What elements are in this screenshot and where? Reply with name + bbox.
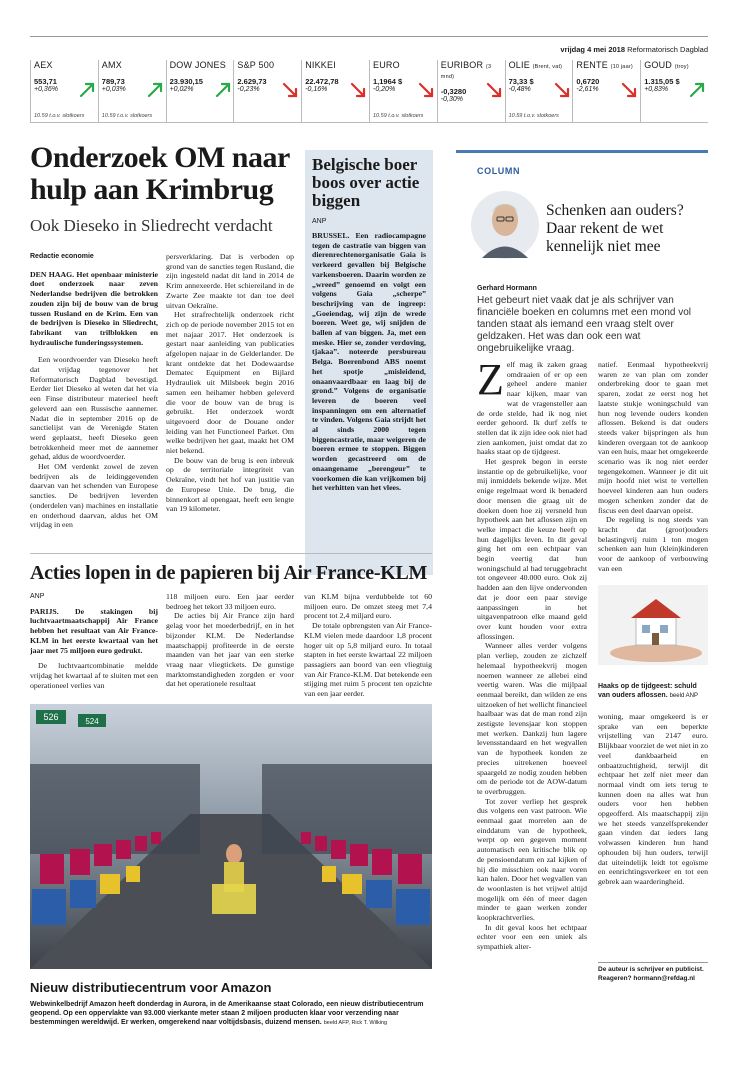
ticker-value: 553,71: [34, 77, 57, 86]
ticker-item[interactable]: [166, 60, 232, 122]
ticker-value: 1,1964 $: [373, 77, 403, 86]
article2-paragraph: De acties bij Air France zijn hard gelag voor het moederbedrijf, en in het bijzonder KLM. De Nederlandse maatschappij profiteerde in de eerste maanden van het jaar van een sterke vraag naar vliegtickets. De gunstige marktomstandigheden zorgden er voor dat het operationele resultaat: [166, 611, 294, 689]
article1-col2: [166, 252, 294, 514]
sidebar-box: [305, 150, 433, 575]
arrow-up-icon: [689, 82, 705, 98]
aisle-sign: 526: [43, 712, 59, 722]
ticker-rule: [30, 122, 708, 123]
ticker-item[interactable]: [30, 60, 96, 122]
article1-subtitle: Ook Dieseko in Sliedrecht verdacht: [30, 216, 273, 235]
ticker-name: AEX: [34, 60, 53, 70]
photo-caption-text: Webwinkelbedrijf Amazon heeft donderdag in Aurora, in de Amerikaanse staat Colorado, een nieuw distributiecentrum geopend. Op een oppervlakte van 93.000 vierkante meter staan 2 miljoen producten klaar voor verzending naar bestemmingen wereldwijd. Er werken, omgerekend naar voltijdsbasis, duizend mensen.: [30, 1001, 424, 1026]
ticker-footnote: 10.59 t.o.v. slotkoers: [373, 113, 424, 119]
ticker-name: RENTE (10 jaar): [576, 60, 633, 70]
arrow-down-icon: [282, 82, 298, 98]
ticker-name: S&P 500: [237, 60, 275, 70]
column-paragraph: Tot zover verliep het gesprek dus volgens een vast patroon. Wie eenmaal gaat morrelen aan de einddatum van de hypotheek, werpt op een gegeven moment automatisch een kritische blik op de pensioendatum en zal kijken of hij die misschien ook naar voren kan halen. Door het wegvallen van de woonlasten is het vrijwel altijd mogelijk om één of meer dagen minder te gaan werken zonder koopkrachtverlies.: [477, 796, 587, 923]
ticker-value: 789,73: [101, 77, 125, 86]
ticker-item[interactable]: [572, 60, 638, 122]
article1-col1: [30, 252, 158, 530]
photo-headline[interactable]: Nieuw distributiecentrum voor Amazon: [30, 980, 272, 995]
market-ticker: [30, 60, 708, 122]
column-dropcap: Z: [477, 355, 504, 404]
ticker-name: DOW JONES: [169, 60, 226, 70]
column-footnote: De auteur is schrijver en publicist. Reageren? hormann@refdag.nl: [598, 962, 708, 983]
issue-date: vrijdag 4 mei 2018: [560, 45, 626, 54]
article1-paragraph: Een woordvoerder van Dieseko heeft dat vrijdag tegenover het Reformatorisch Dagblad bevestigd. Eerder liet Dieseko al weten dat het via een Finse distributeur materieel heeft geleverd aan een Russische aannemer. Nadat die in september 2016 op de sanctielijst van de Verenigde Staten werd geplaatst, heeft Dieseko geen betrokkenheid meer met de aannemer gehad, aldus de woordvoerder.: [30, 355, 158, 462]
arrow-up-icon: [215, 82, 231, 98]
article2-paragraph: De totale opbrengsten van Air France-KLM vielen mede daardoor 1,8 procent hoger uit op 5,8 miljard euro. In totaal stapten in het eerste kwartaal 22 miljoen passagiers aan boord van een vliegtuig van Air France-KLM. Dat betekende een stijging met ruim 5 procent ten opzichte van een jaar eerder.: [304, 621, 432, 699]
ticker-item[interactable]: [301, 60, 367, 122]
house-in-hands-photo: [598, 585, 708, 665]
ticker-value: 23.930,15: [169, 77, 203, 86]
ticker-item[interactable]: [233, 60, 299, 122]
ticker-name: EURIBOR (3 mnd): [440, 60, 492, 80]
column-intro: Het gebeurt niet vaak dat je als schrijver van financiële boeken en columns met een mond vol tanden staat als iemand een vraag stelt over geldzaken. Het was dan ook een wat ongebruikelijke vraag.: [477, 295, 692, 354]
column-paragraph: elf mag ik zaken graag omdraaien of er op een geheel andere manier naar kijken, maar van wat de vragensteller aan de orde stelde, had ik nog niet eerder gehoord. Ik durf zelfs te stellen dat ik zijn idee ook niet had zien aankomen, juist omdat dat zo haaks staat op de tijdgeest.: [477, 360, 587, 457]
ticker-item[interactable]: [98, 60, 164, 122]
article1-headline[interactable]: Onderzoek OM naar hulp aan Krimbrug: [30, 141, 290, 206]
column-author: Gerhard Hormann: [477, 285, 537, 292]
column-paragraph: woning, maar omgekeerd is er sprake van een beperkte vrijstelling van 2147 euro. Blijkbaar voorziet de wet niet in zo veel dankbaarheid en onbaatzuchtigheid, terwijl dit echtpaar het zelf niet meer dan normaal vindt om iets terug te kunnen doen na alles wat hun ouders voor hen hebben opgeofferd. Als maatschappij zijn we het steeds vanzelfsprekender gaan vinden dat ieders lang volwassen kinderen hun hand ophouden bij hun ouders, terwijl dat uiteindelijk leidt tot egoïsme en eenrichtingsverkeer en tot een gebrek aan waarderingheid.: [598, 712, 708, 886]
column-headline[interactable]: Schenken aan ouders? Daar rekent de wet kennelijk niet mee: [546, 202, 684, 255]
ticker-item[interactable]: [369, 60, 435, 122]
article2-paragraph: van KLM bijna verdubbelde tot 60 miljoen euro. De omzet steeg met 7,4 procent tot 2,4 miljard euro.: [304, 592, 432, 621]
ticker-name: OLIE (Brent, vat): [508, 60, 563, 70]
paper-name: Reformatorisch Dagblad: [627, 45, 708, 54]
article2-lead: PARIJS. De stakingen bij luchtvaartmaatschappij Air France hebben het resultaat van Air France-KLM in het eerste kwartaal van het jaar met 75 miljoen euro gedrukt.: [30, 606, 158, 655]
arrow-up-icon: [79, 82, 95, 98]
ticker-name: AMX: [101, 60, 122, 70]
ticker-name: GOUD (troy): [644, 60, 689, 70]
photo-credit: beeld AFP, Rick T. Wilking: [323, 1020, 388, 1026]
dateline: [440, 45, 708, 54]
column-col1: [477, 355, 587, 952]
column-paragraph: Wanneer alles verder volgens plan verliep, zouden ze zichzelf helemaal hypotheekvrij mogen noemen wanneer ze allebei eind veertig waren. Was die mijlpaal eenmaal bereikt, dan wilden ze ens uitzoeken of het wellicht financieel haalbaar was dat de man rond zijn zestigste levensjaar kon stoppen met werken. Dankzij hun lagere levensstandaard en het wegvallen van de hypotheek konden ze precies uitrekenen hoeveel spaargeld ze nodig zouden hebben om de periode tot de AOW-datum te overbruggen.: [477, 641, 587, 796]
house-photo-credit: beeld ANP: [669, 693, 698, 699]
ticker-value: -0,3280: [440, 87, 467, 96]
top-rule: [30, 36, 708, 37]
ticker-change: -0,20%: [373, 86, 396, 93]
ticker-change: -0,16%: [305, 86, 328, 93]
column-paragraph: Het gesprek begon in eerste instantie op de gebruikelijke, voor mij inmiddels bekende wijze. Met enige regelmaat word ik benaderd door mensen die graag uit de doeken doen hoe zij versneld hun hypotheek aan het aflossen zijn en welke impact die keuze heeft op hun dagelijks leven. In dit geval ging het om een echtpaar van begin veertig dat hun woningschuld al had teruggebracht tot ongeveer 40.000 euro. Ook zij hadden aan den lijve ondervonden dat je door een paar stevige aanpassingen in het uitgavenpatroon elke maand geld over kunt houden voor extra aflossingen.: [477, 457, 587, 641]
column-label: COLUMN: [477, 166, 521, 176]
article1-paragraph: persverklaring. Dat is verboden op grond van de sancties tegen Rusland, die zijn ingesteld nadat dit land in 2014 de Krim annexeerde. Het schiereiland in de Zwarte Zee maakte tot dan toe deel uitvan Oekraïne.: [166, 252, 294, 310]
arrow-down-icon: [418, 82, 434, 98]
arrow-up-icon: [147, 82, 163, 98]
ticker-value: 22.472,78: [305, 77, 339, 86]
ticker-footnote: 10.59 t.o.v. slotkoers: [34, 113, 85, 119]
ticker-item[interactable]: [505, 60, 571, 122]
arrow-down-icon: [621, 82, 637, 98]
aisle-sign: 524: [85, 717, 99, 726]
article2-col2: [166, 592, 294, 689]
ticker-item[interactable]: [437, 60, 503, 122]
ticker-name: NIKKEI: [305, 60, 336, 70]
column-col2-continued: [598, 712, 708, 887]
sidebar-source: ANP: [312, 218, 327, 225]
ticker-change: -0,48%: [508, 86, 531, 93]
ticker-value: 0,6720: [576, 77, 600, 86]
ticker-change: +0,02%: [169, 86, 194, 93]
ticker-change: -0,23%: [237, 86, 260, 93]
article1-paragraph: Het OM verdenkt zowel de zeven bedrijven als de leidinggevenden daarvan van het schenden van Europese sancties. De bedrijven leverden (onderdelen van) machines en installatie en onderhoud daarvan, aldus het OM vrijdag in een: [30, 462, 158, 530]
column-paragraph: In dit geval koos het echtpaar echter voor een een uniek als sympathiek alter-: [477, 922, 587, 952]
column-col2: [598, 360, 708, 573]
ticker-change: +0,83%: [644, 86, 669, 93]
ticker-value: 73,33 $: [508, 77, 534, 86]
ticker-footnote: 10.59 t.o.v. slotkoers: [508, 113, 559, 119]
article2-paragraph: De luchtvaartcombinatie meldde vrijdag het kwartaal af te sluiten met een operationeel verlies van: [30, 661, 158, 690]
arrow-down-icon: [350, 82, 366, 98]
article1-lead: DEN HAAG. Het openbaar ministerie doet onderzoek naar zeven Nederlandse bedrijven die betrokken zouden zijn bij de bouw van de brug tussen Rusland en de Krim. Een van de bedrijven is Dieseko in Sliedrecht, fabrikant van trilblokken en hydraulische funderingssystemen.: [30, 269, 158, 347]
article2-rule: [30, 553, 432, 554]
article2-headline[interactable]: Acties lopen in de papieren bij Air France-KLM: [30, 562, 428, 584]
ticker-change: +0,36%: [34, 86, 58, 93]
article2-col1: [30, 592, 158, 690]
ticker-name: EURO: [373, 60, 400, 70]
arrow-down-icon: [486, 82, 502, 98]
article1-paragraph: De bouw van de brug is een inbreuk op de territoriale integriteit van Oekraïne, vindt het hof van justitie van de Europese Unie. De brug, die binnenkort al opengaat, heeft een lengte van 19 kilometer.: [166, 455, 294, 514]
author-photo: [470, 190, 540, 260]
ticker-value: 2.629,73: [237, 77, 267, 86]
ticker-item[interactable]: [640, 60, 706, 122]
article2-col3: [304, 592, 432, 699]
ticker-footnote: 10.59 t.o.v. slotkoers: [101, 113, 153, 119]
ticker-value: 1.315,05 $: [644, 77, 680, 86]
sidebar-text: BRUSSEL. Een radiocampagne tegen de castratie van biggen van dierenrechtenorganisatie Gaia is verkeerd gevallen bij Belgische varkensboeren. Daarin worden ze „wreed” genoemd en volgt een volgens Gaia „scherpe” beschrijving van de ingreep: „Goeiendag, wij zijn de wrede boeren. Weet ge, wij snijden de ballen af van biggen. Ja, met een meske. Hier se, zonder verdoving, tjakaa”. noteerde persbureau Belga. Boerenbond ABS noemt het spotje „misleidend, onaanvaardbaar en laag bij de grond.” Volgens de organisatie leveren de boeren veel inspanningen om een alternatief te vinden. Volgens Gaia strijdt het al sinds 2000 tegen biggencastratie, maar weigeren de boeren ermee te stoppen. Biggen worden gecastreerd om de onaangename „berengeur” te voorkomen die kan vrijkomen bij het verhitten van het vlees.: [312, 231, 426, 493]
ticker-change: +0,03%: [101, 86, 126, 93]
warehouse-photo: [30, 704, 432, 969]
ticker-change: -0,30%: [440, 96, 463, 103]
column-paragraph: De regeling is nog steeds van kracht dat (groot)ouders belastingvrij ruim 1 ton mogen schenken aan hun (klein)kinderen voor de aankoop of verbouwing van een: [598, 515, 708, 573]
article1-paragraph: Het strafrechtelijk onderzoek richt zich op de periode november 2015 tot en met najaar 2017. Het onderzoek is gestart naar aanleiding van publicaties afgelopen najaar in de Gelderlander. De krant ontdekte dat het Dodewaardse Dematec Equipment en Bijlard Hydrauliek uit Milsbeek begin 2016 samen een heihamer hebben geleverd die voor de bouw van de brug is gebruikt. Het onderzoek wordt uitgevoerd door de Douane onder leiding van het Functioneel Parket. Om welke bedrijven het gaat, maakt het OM niet bekend.: [166, 310, 294, 456]
arrow-down-icon: [554, 82, 570, 98]
column-paragraph: natief. Eenmaal hypotheekvrij waren ze van plan om zonder onderbreking door te gaan met sparen, zodat ze eerst nog het laatste stukje woningschuld van hun nog levende ouders konden aflossen. Bekend is dat ouders steeds vaker bijspringen als hun kinderen overgaan tot de aankoop van een huis, maar het omgekeerde scenario was ik nog niet eerder tegengekomen. Wanneer je dit uit mijn hoofd niet wist te vertellen hoeveel kinderen aan hun ouders mogen schenken zonder dat de fiscus een deel daarvan opeist.: [598, 360, 708, 515]
ticker-change: -2,61%: [576, 86, 599, 93]
sidebar-headline[interactable]: Belgische boer boos over actie biggen: [312, 155, 420, 210]
article1-byline: Redactie economie: [30, 253, 94, 260]
house-photo-caption: Haaks op de tijdgeest: schuld van ouders aflossen. beeld ANP: [598, 683, 698, 699]
article2-source: ANP: [30, 593, 45, 600]
article2-paragraph: 118 miljoen euro. Een jaar eerder bedroeg het tekort 33 miljoen euro.: [166, 592, 294, 611]
photo-caption: [30, 1000, 432, 1028]
